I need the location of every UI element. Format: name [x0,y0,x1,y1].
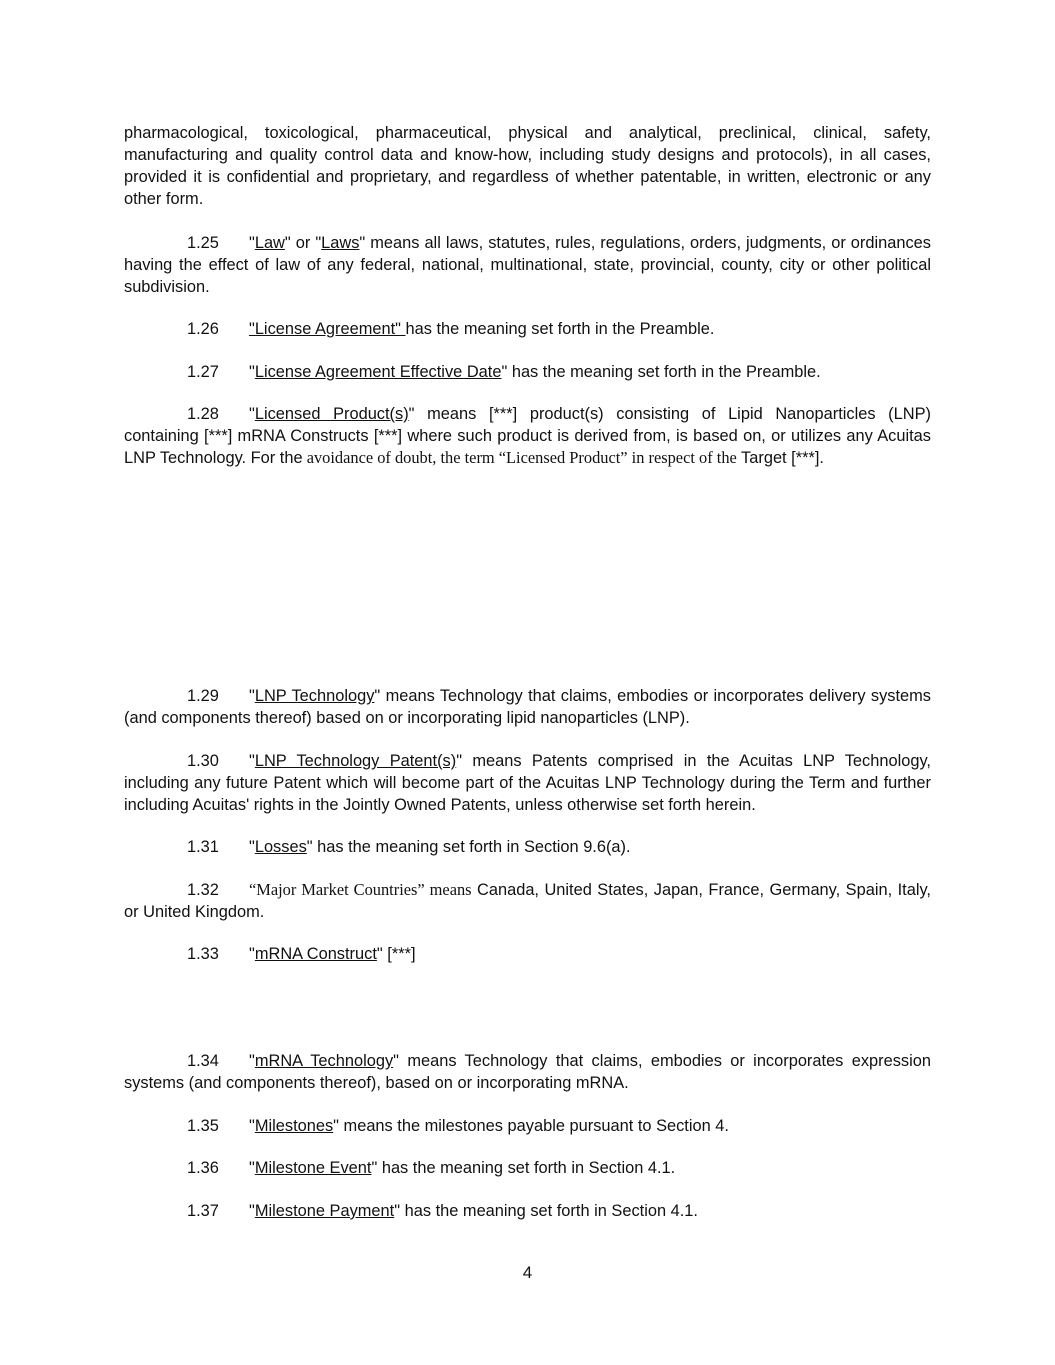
definition-1-35 [124,1115,931,1137]
quote: " [249,752,255,770]
defined-term-serif: “Major Market Countries” means [249,880,472,899]
section-number: 1.28 [187,405,219,423]
quote: " [249,1159,255,1177]
section-number: 1.26 [187,320,219,338]
page-number: 4 [522,1263,533,1282]
definition-text: " has the meaning set forth in the Preamble. [501,363,821,381]
definition-1-36 [124,1157,931,1179]
quote: " [249,1052,255,1070]
defined-term: License Agreement Effective Date [254,363,502,381]
section-number: 1.32 [187,881,219,899]
defined-term: Milestone Payment [254,1202,395,1220]
definition-text: " has the meaning set forth in Section 9.6(a). [306,838,631,856]
definition-1-29 [124,685,931,729]
section-number: 1.34 [187,1052,219,1070]
defined-term: Losses [254,838,307,856]
definition-text: " means the milestones payable pursuant to Section 4. [333,1117,729,1135]
definition-text: has the meaning set forth in the Preamble. [405,320,715,338]
section-number: 1.30 [187,752,219,770]
defined-term: LNP Technology Patent(s) [254,752,457,770]
defined-term: Milestone Event [254,1159,372,1177]
definition-1-25 [124,232,931,298]
section-number: 1.37 [187,1202,219,1220]
definition-1-27 [124,361,931,383]
definition-text: " means Technology that claims, embodies or incorporates expression systems (and components thereof), based on or incorporating mRNA. [124,1052,931,1092]
defined-term: mRNA Construct [254,945,377,963]
definition-text: " [***] [376,945,416,963]
quote: " [249,838,255,856]
defined-term: Law [254,234,285,252]
definition-tail: Target [***]. [736,449,824,467]
quote: " [249,363,255,381]
definition-text: " means Patents comprised in the Acuitas LNP Technology, including any future Patent which will become part of the Acuitas LNP Technology during the Term and further including Acuitas' rights in the Jointly Owned Patents, unless otherwise set forth herein. [124,752,931,814]
quote: " [249,1202,255,1220]
definition-text: " has the meaning set forth in Section 4.1. [371,1159,676,1177]
definition-1-32 [124,879,931,923]
quote: " [249,945,255,963]
section-number: 1.35 [187,1117,219,1135]
quote: " [249,1117,255,1135]
defined-term: mRNA Technology [254,1052,394,1070]
defined-term: Laws [321,234,360,252]
definition-1-28 [124,403,931,469]
definition-1-26 [124,318,931,340]
section-number: 1.36 [187,1159,219,1177]
defined-term: LNP Technology [254,687,375,705]
section-number: 1.27 [187,363,219,381]
section-number: 1.29 [187,687,219,705]
definition-text: " means Technology that claims, embodies or incorporates delivery systems (and components thereof) based on or incorporating lipid nanoparticles (LNP). [124,687,931,727]
section-number: 1.25 [187,234,219,252]
definition-text: " means [***] product(s) consisting of Lipid Nanoparticles (LNP) containing [***] mRNA Constructs [***] where such product is derived from, is based on, or utilizes any Acuitas LNP Technology. For the [124,405,931,467]
intro-paragraph: pharmacological, toxicological, pharmaceutical, physical and analytical, preclinical, clinical, safety, manufacturing and quality control data and know-how, including study designs and protocols), in all cases, provided it is confidential and proprietary, and regardless of whether patentable, in written, electronic or any other form. [124,124,931,208]
defined-term: "License Agreement" [249,320,406,338]
definition-text: " has the meaning set forth in Section 4.1. [394,1202,698,1220]
section-number: 1.31 [187,838,219,856]
connector: " or " [284,234,322,252]
definition-1-34 [124,1050,931,1094]
definition-1-33 [124,943,931,965]
definition-1-37 [124,1200,931,1222]
defined-term: Milestones [254,1117,334,1135]
definition-text-serif: avoidance of doubt, the term “Licensed Product” in respect of the [302,448,737,467]
quote: " [249,405,255,423]
definition-1-30 [124,750,931,816]
quote: " [249,234,255,252]
definition-text: " means all laws, statutes, rules, regulations, orders, judgments, or ordinances having the effect of law of any federal, national, multinational, state, provincial, county, city or other political subdivision. [124,234,931,296]
quote: " [249,687,255,705]
definition-1-31 [124,836,931,858]
section-number: 1.33 [187,945,219,963]
definition-text: Canada, United States, Japan, France, Germany, Spain, Italy, or United Kingdom. [124,881,931,921]
defined-term: Licensed Product(s) [254,405,409,423]
